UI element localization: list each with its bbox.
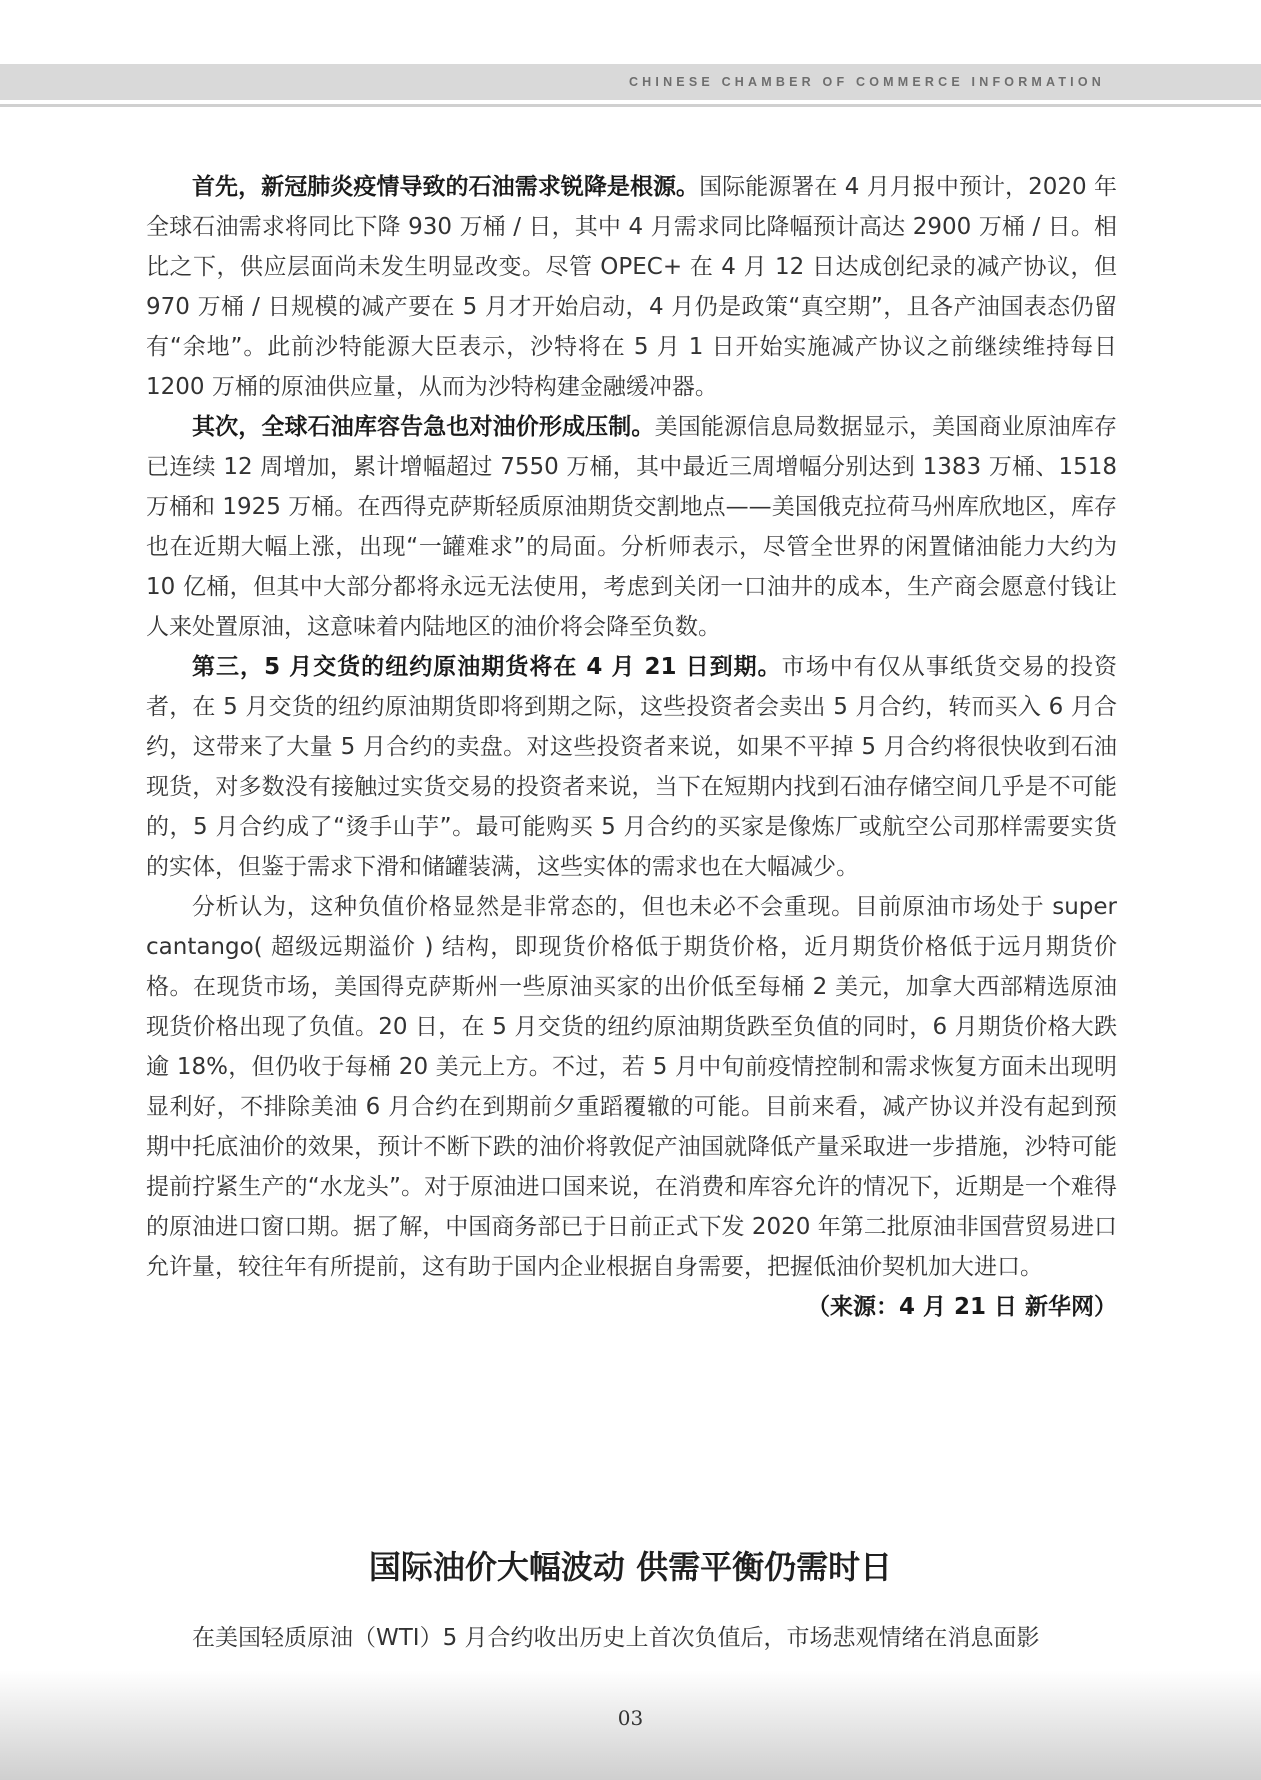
page-number: 03 [617,1706,644,1730]
paragraph-text: 美国能源信息局数据显示，美国商业原油库存已连续 12 周增加，累计增幅超过 7550 万桶，其中最近三周增幅分别达到 1383 万桶、1518 万桶和 1925 万桶。在西得克萨斯轻质原油期货交割地点——美国俄克拉荷马州库欣地区，库存也在近期大幅上涨，出现“一罐难求”的局面。分析师表示，尽管全世界的闲置储油能力大约为 10 亿桶，但其中大部分都将永远无法使用，考虑到关闭一口油井的成本，生产商会愿意付钱让人来处置原油，这意味着内陆地区的油价将会降至负数。 [146,414,1118,640]
paragraph-lead: 其次，全球石油库容告急也对油价形成压制。 [192,414,655,440]
source-citation: （来源：4 月 21 日 新华网） [806,1294,1117,1320]
paragraph-lead: 首先，新冠肺炎疫情导致的石油需求锐降是根源。 [192,174,700,200]
paragraph-text: 分析认为，这种负值价格显然是非常态的，但也未必不会重现。目前原油市场处于 super cantango( 超级远期溢价 ) 结构，即现货价格低于期货价格，近月期货价格低于远月期货价格。在现货市场，美国得克萨斯州一些原油买家的出价低至每桶 2 美元，加拿大西部精选原油现货价格出现了负值。20 日，在 5 月交货的纽约原油期货跌至负值的同时，6 月期货价格大跌逾 18%，但仍收于每桶 20 美元上方。不过，若 5 月中旬前疫情控制和需求恢复方面未出现明显利好，不排除美油 6 月合约在到期前夕重蹈覆辙的可能。目前来看，减产协议并没有起到预期中托底油价的效果，预计不断下跌的油价将敦促产油国就降低产量采取进一步措施，沙特可能提前拧紧生产的“水龙头”。对于原油进口国来说，在消费和库容允许的情况下，近期是一个难得的原油进口窗口期。据了解，中国商务部已于日前正式下发 2020 年第二批原油非国营贸易进口允许量，较往年有所提前，这有助于国内企业根据自身需要，把握低油价契机加大进口。 [146,894,1117,1280]
header-divider [0,104,1261,107]
paragraph-2 [146,407,1117,647]
next-article-body [146,1618,1117,1658]
paragraph-lead: 第三，5 月交货的纽约原油期货将在 4 月 21 日到期。 [192,654,782,680]
publication-name: CHINESE CHAMBER OF COMMERCE INFORMATION [628,75,1105,89]
paragraph-1 [146,167,1117,407]
paragraph-text: 国际能源署在 4 月月报中预计，2020 年全球石油需求将同比下降 930 万桶 / 日，其中 4 月需求同比降幅预计高达 2900 万桶 / 日。相比之下，供应层面尚未发生明显改变。尽管 OPEC+ 在 4 月 12 日达成创纪录的减产协议，但 970 万桶 / 日规模的减产要在 5 月才开始启动，4 月仍是政策“真空期”，且各产油国表态仍留有“余地”。此前沙特能源大臣表示，沙特将在 5 月 1 日开始实施减产协议之前继续维持每日 1200 万桶的原油供应量，从而为沙特构建金融缓冲器。 [146,174,1118,400]
article-body [146,167,1117,1327]
paragraph-4 [146,887,1117,1320]
article-title: 国际油价大幅波动 供需平衡仍需时日 [368,1548,893,1586]
paragraph-text: 市场中有仅从事纸货交易的投资者，在 5 月交货的纽约原油期货即将到期之际，这些投资者会卖出 5 月合约，转而买入 6 月合约，这带来了大量 5 月合约的卖盘。对这些投资者来说，如果不平掉 5 月合约将很快收到石油现货，对多数没有接触过实货交易的投资者来说，当下在短期内找到石油存储空间几乎是不可能的，5 月合约成了“烫手山芋”。最可能购买 5 月合约的买家是像炼厂或航空公司那样需要实货的实体，但鉴于需求下滑和储罐装满，这些实体的需求也在大幅减少。 [146,654,1117,880]
paragraph-3 [146,647,1117,887]
next-article-intro: 在美国轻质原油（WTI）5 月合约收出历史上首次负值后，市场悲观情绪在消息面影 [192,1625,1040,1651]
